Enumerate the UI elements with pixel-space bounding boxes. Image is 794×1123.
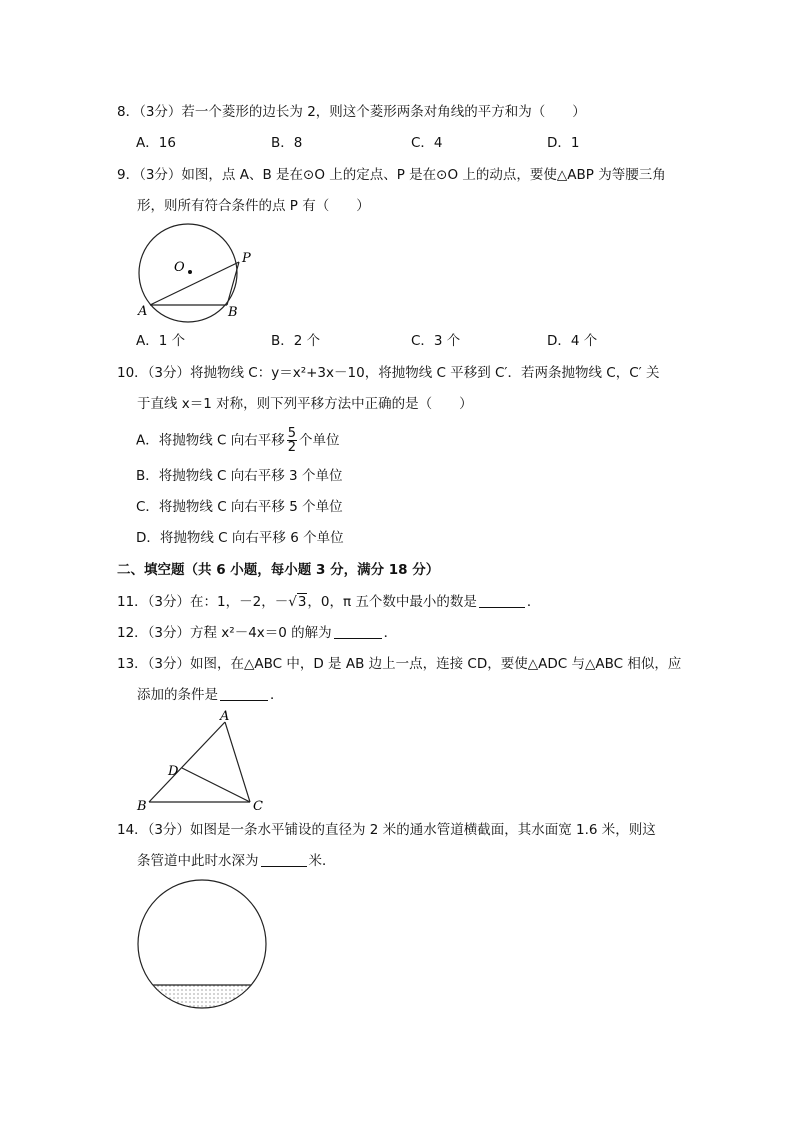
q13-stem-line1: 13．（3分）如图，在△ABC 中，D 是 AB 边上一点，连接 CD，要使△ADC 与△ABC 相似，应 xyxy=(117,656,682,672)
q9-options xyxy=(136,331,696,351)
q10-fraction xyxy=(287,427,297,454)
q13-label-d: D xyxy=(168,764,179,779)
q9-segment-bp xyxy=(227,262,239,305)
q10-option-d: D．将抛物线 C 向右平移 6 个单位 xyxy=(136,530,344,546)
q10-option-c: C．将抛物线 C 向右平移 5 个单位 xyxy=(136,499,343,515)
q9-stem-line1: 9．（3分）如图，点 A、B 是在⊙O 上的定点、P 是在⊙O 上的动点，要使△ABP 为等腰三角 xyxy=(117,167,666,183)
q14-stem-line1: 14．（3分）如图是一条水平铺设的直径为 2 米的通水管道横截面，其水面宽 1.6 米，则这 xyxy=(117,822,656,838)
q14-water-region xyxy=(153,985,251,1008)
q10-stem-line2: 于直线 x＝1 对称，则下列平移方法中正确的是（ ） xyxy=(137,396,473,412)
q8-option-a: A．16 xyxy=(136,135,176,151)
q9-segment-ap xyxy=(150,262,239,305)
q10-stem-line1: 10．（3分）将抛物线 C：y＝x²+3x－10，将抛物线 C 平移到 C′．若两条抛物线 C，C′ 关 xyxy=(117,365,660,381)
q8-option-b: B．8 xyxy=(271,135,303,151)
q13-stem-line2-prefix: 添加的条件是 xyxy=(137,687,218,703)
q13-stem-line2 xyxy=(137,685,284,705)
q9-label-p: P xyxy=(242,251,251,266)
q9-option-b: B．2 个 xyxy=(271,333,321,349)
q11-end: ． xyxy=(526,594,541,610)
q9-label-a: A xyxy=(138,304,148,319)
q13-answer-blank[interactable] xyxy=(220,686,268,701)
q9-circle xyxy=(139,224,237,322)
q9-label-b: B xyxy=(228,305,238,320)
q8-option-d: D．1 xyxy=(547,135,580,151)
q8-stem: 8．（3分）若一个菱形的边长为 2，则这个菱形两条对角线的平方和为（ ） xyxy=(117,104,586,120)
q9-stem-line2: 形，则所有符合条件的点 P 有（ ） xyxy=(137,198,370,214)
q13-end: ． xyxy=(270,687,284,703)
q9-option-a: A．1 个 xyxy=(136,333,186,349)
q10-option-b: B．将抛物线 C 向右平移 3 个单位 xyxy=(136,468,343,484)
q9-circle-figure xyxy=(130,222,270,327)
q8-options xyxy=(136,133,696,153)
q12-answer-blank[interactable] xyxy=(334,624,382,639)
q9-option-d: D．4 个 xyxy=(547,333,598,349)
q11-radicand: 3 xyxy=(297,594,307,610)
q11-stem xyxy=(117,592,540,612)
q13-side-ab xyxy=(149,722,225,802)
q13-label-c: C xyxy=(253,799,263,814)
q12-stem xyxy=(117,623,397,643)
q14-stem-line2-prefix: 条管道中此时水深为 xyxy=(137,853,259,869)
q12-end: ． xyxy=(383,625,398,641)
q13-label-b: B xyxy=(137,799,147,814)
q14-pipe-figure xyxy=(136,876,266,1016)
q9-center-dot xyxy=(188,270,192,274)
q10-fraction-denominator: 2 xyxy=(287,440,297,455)
q11-prefix: 11．（3分）在：1，－2， xyxy=(117,594,275,610)
q9-option-c: C．3 个 xyxy=(411,333,461,349)
q14-stem-line2 xyxy=(137,851,336,871)
q12-prefix: 12．（3分）方程 x²－4x＝0 的解为 xyxy=(117,625,332,641)
q10-option-a-suffix: 个单位 xyxy=(299,432,340,449)
q11-sqrt: √3 xyxy=(288,594,307,610)
q13-label-a: A xyxy=(220,709,230,724)
q11-suffix: ，0，π 五个数中最小的数是 xyxy=(307,594,477,610)
q14-answer-blank[interactable] xyxy=(261,852,307,867)
q9-label-o: O xyxy=(174,260,185,275)
section2-heading: 二、填空题（共 6 小题，每小题 3 分，满分 18 分） xyxy=(117,562,440,578)
q13-segment-dc xyxy=(182,768,250,802)
q13-side-ac xyxy=(225,722,250,802)
q11-answer-blank[interactable] xyxy=(479,593,525,608)
q8-option-c: C．4 xyxy=(411,135,443,151)
q11-neg: － xyxy=(274,594,289,610)
q10-fraction-numerator: 5 xyxy=(287,426,297,441)
q14-stem-line2-suffix: 米． xyxy=(308,853,336,869)
q10-option-a xyxy=(136,427,340,454)
q13-triangle-figure xyxy=(132,706,272,816)
q10-option-a-prefix: A．将抛物线 C 向右平移 xyxy=(136,432,285,449)
